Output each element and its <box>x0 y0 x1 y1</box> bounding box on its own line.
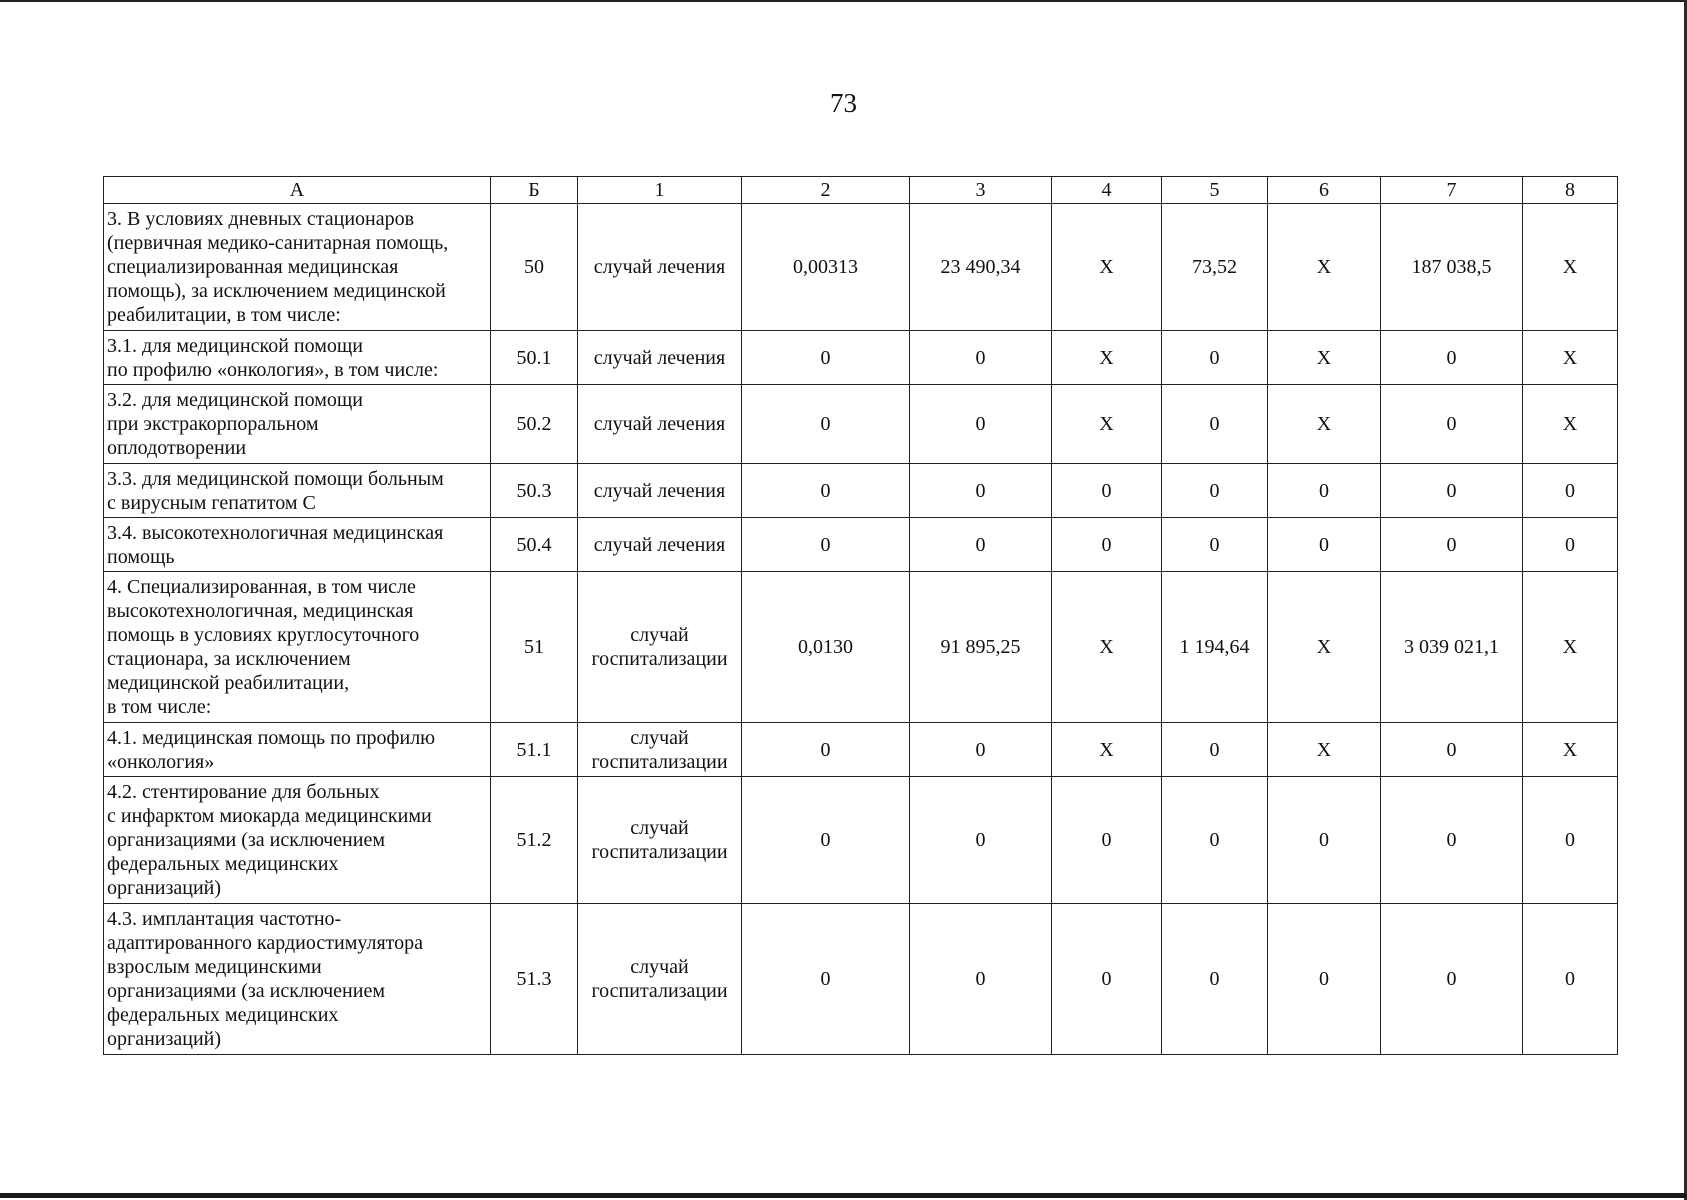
row-col-2: 0 <box>742 331 910 385</box>
row-col-8: X <box>1523 572 1618 723</box>
scan-edge-top <box>0 0 1687 2</box>
page-number: 73 <box>830 88 857 118</box>
row-col-6: 0 <box>1268 464 1381 518</box>
scan-edge-bottom <box>0 1193 1687 1198</box>
table-row <box>104 723 1618 777</box>
row-unit: случай лечения <box>578 518 742 572</box>
row-unit: случай госпитализации <box>578 572 742 723</box>
row-col-2: 0 <box>742 464 910 518</box>
row-code: 50.3 <box>491 464 578 518</box>
table-row <box>104 904 1618 1055</box>
row-code: 51 <box>491 572 578 723</box>
row-description: 3.2. для медицинской помощи при экстракорпоральном оплодотворении <box>104 385 491 464</box>
header-cell-b: Б <box>491 177 578 204</box>
row-unit: случай лечения <box>578 385 742 464</box>
row-col-4: X <box>1052 204 1162 331</box>
row-col-4: 0 <box>1052 464 1162 518</box>
row-code: 51.3 <box>491 904 578 1055</box>
row-col-2: 0,00313 <box>742 204 910 331</box>
row-col-4: 0 <box>1052 518 1162 572</box>
row-col-5: 1 194,64 <box>1162 572 1268 723</box>
header-cell-1: 1 <box>578 177 742 204</box>
row-col-8: X <box>1523 331 1618 385</box>
header-cell-4: 4 <box>1052 177 1162 204</box>
row-col-7: 0 <box>1381 331 1523 385</box>
row-description: 4. Специализированная, в том числе высокотехнологичная, медицинская помощь в условиях круглосуточного стационара, за исключением медицинской реабилитации, в том числе: <box>104 572 491 723</box>
row-col-2: 0 <box>742 385 910 464</box>
row-col-8: X <box>1523 723 1618 777</box>
row-col-3: 0 <box>910 464 1052 518</box>
row-col-8: 0 <box>1523 777 1618 904</box>
row-col-3: 0 <box>910 331 1052 385</box>
row-col-3: 0 <box>910 723 1052 777</box>
row-code: 50.1 <box>491 331 578 385</box>
row-col-3: 23 490,34 <box>910 204 1052 331</box>
header-cell-6: 6 <box>1268 177 1381 204</box>
table-row <box>104 518 1618 572</box>
row-col-5: 0 <box>1162 385 1268 464</box>
row-unit: случай госпитализации <box>578 777 742 904</box>
table-row <box>104 572 1618 723</box>
row-col-5: 73,52 <box>1162 204 1268 331</box>
row-col-5: 0 <box>1162 518 1268 572</box>
row-code: 50 <box>491 204 578 331</box>
row-col-4: X <box>1052 331 1162 385</box>
row-col-6: X <box>1268 204 1381 331</box>
row-col-4: X <box>1052 723 1162 777</box>
row-col-7: 0 <box>1381 518 1523 572</box>
row-col-8: X <box>1523 385 1618 464</box>
row-col-3: 91 895,25 <box>910 572 1052 723</box>
row-code: 51.2 <box>491 777 578 904</box>
row-col-6: X <box>1268 331 1381 385</box>
row-col-6: 0 <box>1268 518 1381 572</box>
row-description: 4.1. медицинская помощь по профилю «онкология» <box>104 723 491 777</box>
row-col-8: 0 <box>1523 904 1618 1055</box>
row-col-5: 0 <box>1162 464 1268 518</box>
row-col-3: 0 <box>910 904 1052 1055</box>
row-description: 3.1. для медицинской помощи по профилю «онкология», в том числе: <box>104 331 491 385</box>
row-col-6: X <box>1268 385 1381 464</box>
row-description: 3.3. для медицинской помощи больным с вирусным гепатитом С <box>104 464 491 518</box>
header-cell-a: А <box>104 177 491 204</box>
row-col-7: 187 038,5 <box>1381 204 1523 331</box>
row-col-7: 0 <box>1381 723 1523 777</box>
row-col-7: 0 <box>1381 464 1523 518</box>
row-col-5: 0 <box>1162 904 1268 1055</box>
row-col-4: 0 <box>1052 777 1162 904</box>
row-col-8: X <box>1523 204 1618 331</box>
table-row <box>104 777 1618 904</box>
header-cell-5: 5 <box>1162 177 1268 204</box>
table-row <box>104 385 1618 464</box>
row-col-2: 0,0130 <box>742 572 910 723</box>
table-header-row <box>104 177 1618 204</box>
row-code: 50.4 <box>491 518 578 572</box>
row-col-3: 0 <box>910 385 1052 464</box>
row-col-3: 0 <box>910 777 1052 904</box>
row-col-2: 0 <box>742 723 910 777</box>
row-col-3: 0 <box>910 518 1052 572</box>
row-code: 51.1 <box>491 723 578 777</box>
row-col-8: 0 <box>1523 464 1618 518</box>
row-col-5: 0 <box>1162 777 1268 904</box>
row-col-5: 0 <box>1162 331 1268 385</box>
row-description: 4.3. имплантация частотно- адаптированного кардиостимулятора взрослым медицинскими организациями (за исключением федеральных медицинских организаций) <box>104 904 491 1055</box>
row-col-8: 0 <box>1523 518 1618 572</box>
row-col-6: X <box>1268 572 1381 723</box>
row-col-5: 0 <box>1162 723 1268 777</box>
table-row <box>104 464 1618 518</box>
row-col-2: 0 <box>742 777 910 904</box>
header-cell-2: 2 <box>742 177 910 204</box>
row-code: 50.2 <box>491 385 578 464</box>
row-unit: случай лечения <box>578 464 742 518</box>
table-row <box>104 204 1618 331</box>
row-col-7: 3 039 021,1 <box>1381 572 1523 723</box>
row-col-4: X <box>1052 385 1162 464</box>
row-description: 4.2. стентирование для больных с инфарктом миокарда медицинскими организациями (за исключением федеральных медицинских организаций) <box>104 777 491 904</box>
row-col-7: 0 <box>1381 777 1523 904</box>
row-col-4: 0 <box>1052 904 1162 1055</box>
row-description: 3. В условиях дневных стационаров (первичная медико-санитарная помощь, специализированная медицинская помощь), за исключением медицинской реабилитации, в том числе: <box>104 204 491 331</box>
row-unit: случай лечения <box>578 331 742 385</box>
header-cell-7: 7 <box>1381 177 1523 204</box>
row-col-6: X <box>1268 723 1381 777</box>
table-row <box>104 331 1618 385</box>
row-col-4: X <box>1052 572 1162 723</box>
data-table <box>103 176 1618 1055</box>
row-col-2: 0 <box>742 518 910 572</box>
row-unit: случай лечения <box>578 204 742 331</box>
row-unit: случай госпитализации <box>578 723 742 777</box>
row-col-2: 0 <box>742 904 910 1055</box>
row-col-6: 0 <box>1268 777 1381 904</box>
row-col-7: 0 <box>1381 385 1523 464</box>
row-col-7: 0 <box>1381 904 1523 1055</box>
header-cell-8: 8 <box>1523 177 1618 204</box>
row-description: 3.4. высокотехнологичная медицинская помощь <box>104 518 491 572</box>
row-col-6: 0 <box>1268 904 1381 1055</box>
row-unit: случай госпитализации <box>578 904 742 1055</box>
header-cell-3: 3 <box>910 177 1052 204</box>
